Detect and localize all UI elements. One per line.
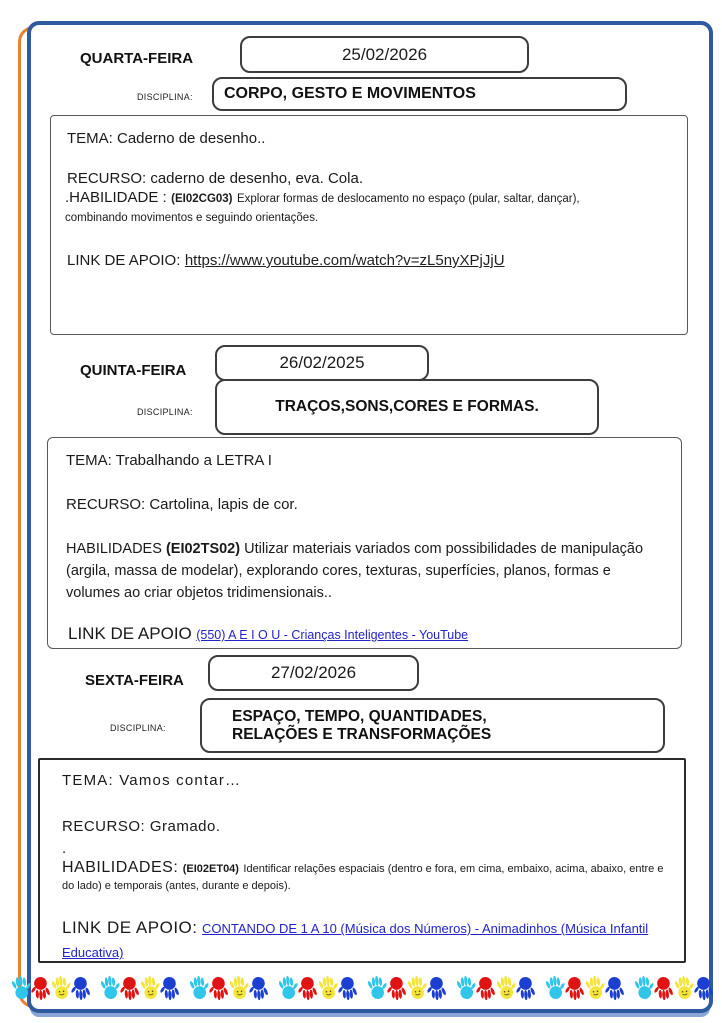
handprint-icon bbox=[49, 974, 72, 1002]
link-label: LINK DE APOIO bbox=[68, 624, 192, 643]
handprint-icon bbox=[187, 974, 210, 1002]
habilidade-text: Utilizar materiais variados com possibilidades de manipulação (argila, massa de modelar), explorando cores, texturas, superfícies, planos, formas e volumes ao criar objetos tridimensionais.. bbox=[66, 541, 644, 601]
handprint-icon bbox=[583, 974, 606, 1002]
habilidade-line bbox=[65, 189, 645, 226]
support-link-sexta[interactable]: CONTANDO DE 1 A 10 (Música dos Números) - Animadinhos (Música Infantil Educativa) bbox=[62, 921, 649, 960]
handprint-group bbox=[189, 975, 269, 1001]
handprints-border bbox=[50, 971, 674, 1005]
disciplina-box-quinta bbox=[215, 379, 599, 435]
link-line bbox=[68, 624, 667, 644]
habilidade-text: Explorar formas de deslocamento no espaço (pular, saltar, dançar), combinando movimentos e seguindo orientações. bbox=[65, 193, 580, 224]
handprint-icon bbox=[632, 974, 655, 1002]
disciplina-value: CORPO, GESTO E MOVIMENTOS bbox=[224, 85, 476, 102]
lesson-box-quarta bbox=[50, 115, 688, 335]
handprint-icon bbox=[30, 974, 52, 1001]
handprint-icon bbox=[515, 974, 537, 1001]
recurso-line: RECURSO: Gramado. bbox=[62, 818, 221, 835]
handprint-group bbox=[278, 975, 358, 1001]
handprint-icon bbox=[405, 974, 428, 1002]
date-value: 27/02/2026 bbox=[270, 663, 357, 682]
disciplina-value: TRAÇOS,SONS,CORES E FORMAS. bbox=[275, 398, 539, 415]
link-label: LINK DE APOIO: bbox=[62, 918, 198, 937]
handprint-icon bbox=[564, 974, 586, 1001]
recurso-line: RECURSO: caderno de desenho, eva. Cola. bbox=[67, 170, 363, 187]
handprint-icon bbox=[672, 974, 695, 1002]
disciplina-box-quarta bbox=[212, 77, 627, 111]
handprint-icon bbox=[227, 974, 250, 1002]
date-value: 25/02/2026 bbox=[341, 44, 428, 64]
date-box-quinta bbox=[215, 345, 429, 381]
handprint-icon bbox=[98, 974, 121, 1002]
handprint-icon bbox=[653, 974, 675, 1001]
support-link-quarta[interactable]: https://www.youtube.com/watch?v=zL5nyXPjJjU bbox=[184, 252, 505, 269]
handprint-group bbox=[634, 975, 714, 1001]
handprint-icon bbox=[543, 974, 566, 1002]
handprint-icon bbox=[119, 974, 141, 1001]
disciplina-box-sexta bbox=[200, 698, 665, 753]
habilidade-label: .HABILIDADE : bbox=[65, 189, 167, 206]
handprint-icon bbox=[316, 974, 339, 1002]
handprint-group bbox=[367, 975, 447, 1001]
habilidade-line bbox=[66, 538, 666, 604]
disciplina-label: DISCIPLINA: bbox=[110, 723, 166, 733]
day-label-quinta: QUINTA-FEIRA bbox=[80, 362, 187, 379]
dot-line: . bbox=[62, 840, 67, 857]
handprint-icon bbox=[604, 974, 626, 1001]
handprint-icon bbox=[70, 974, 92, 1001]
handprint-icon bbox=[248, 974, 270, 1001]
disciplina-line1: ESPAÇO, TEMPO, QUANTIDADES, bbox=[232, 707, 487, 725]
handprint-icon bbox=[426, 974, 448, 1001]
recurso-line: RECURSO: Cartolina, lapis de cor. bbox=[66, 496, 298, 513]
date-box-sexta bbox=[208, 655, 419, 691]
handprint-group bbox=[11, 975, 91, 1001]
support-link-quinta[interactable]: (550) A E I O U - Crianças Inteligentes - YouTube bbox=[196, 628, 469, 642]
handprint-icon bbox=[365, 974, 388, 1002]
lesson-box-sexta bbox=[38, 758, 686, 963]
handprint-icon bbox=[337, 974, 359, 1001]
handprint-icon bbox=[9, 974, 32, 1002]
habilidade-code: (EI02TS02) bbox=[165, 541, 241, 557]
handprint-icon bbox=[297, 974, 319, 1001]
tema-line: TEMA: Trabalhando a LETRA I bbox=[66, 452, 272, 469]
link-line bbox=[67, 252, 673, 270]
handprint-group bbox=[456, 975, 536, 1001]
habilidade-label: HABILIDADES: bbox=[62, 859, 179, 876]
handprint-icon bbox=[159, 974, 181, 1001]
handprint-icon bbox=[693, 974, 715, 1001]
disciplina-label: DISCIPLINA: bbox=[137, 92, 193, 102]
tema-line: TEMA: Vamos contar… bbox=[62, 772, 242, 789]
day-label-sexta: SEXTA-FEIRA bbox=[85, 672, 184, 689]
disciplina-value bbox=[232, 708, 491, 744]
date-box-quarta bbox=[240, 36, 529, 73]
disciplina-label: DISCIPLINA: bbox=[137, 407, 193, 417]
handprint-group bbox=[100, 975, 180, 1001]
handprint-icon bbox=[494, 974, 517, 1002]
date-value: 26/02/2025 bbox=[279, 353, 365, 372]
disciplina-line2: RELAÇÕES E TRANSFORMAÇÕES bbox=[232, 725, 492, 743]
habilidade-code: (EI02CG03) bbox=[171, 193, 233, 205]
link-label: LINK DE APOIO: bbox=[67, 252, 181, 269]
handprint-icon bbox=[208, 974, 230, 1001]
tema-line: TEMA: Caderno de desenho.. bbox=[67, 130, 266, 147]
handprint-icon bbox=[386, 974, 408, 1001]
habilidade-code: (EI02ET04) bbox=[182, 863, 239, 875]
handprint-icon bbox=[276, 974, 299, 1002]
habilidade-label: HABILIDADES bbox=[66, 541, 162, 557]
day-label-quarta: QUARTA-FEIRA bbox=[80, 50, 194, 67]
habilidade-line bbox=[62, 860, 667, 894]
handprint-icon bbox=[454, 974, 477, 1002]
handprint-icon bbox=[138, 974, 161, 1002]
link-line bbox=[62, 916, 672, 965]
handprint-group bbox=[545, 975, 625, 1001]
handprint-icon bbox=[475, 974, 497, 1001]
lesson-box-quinta bbox=[47, 437, 682, 649]
habilidade-text: Identificar relações espaciais (dentro e fora, em cima, embaixo, acima, abaixo, entre e do lado) e temporais (antes, durante e depois). bbox=[62, 863, 664, 892]
